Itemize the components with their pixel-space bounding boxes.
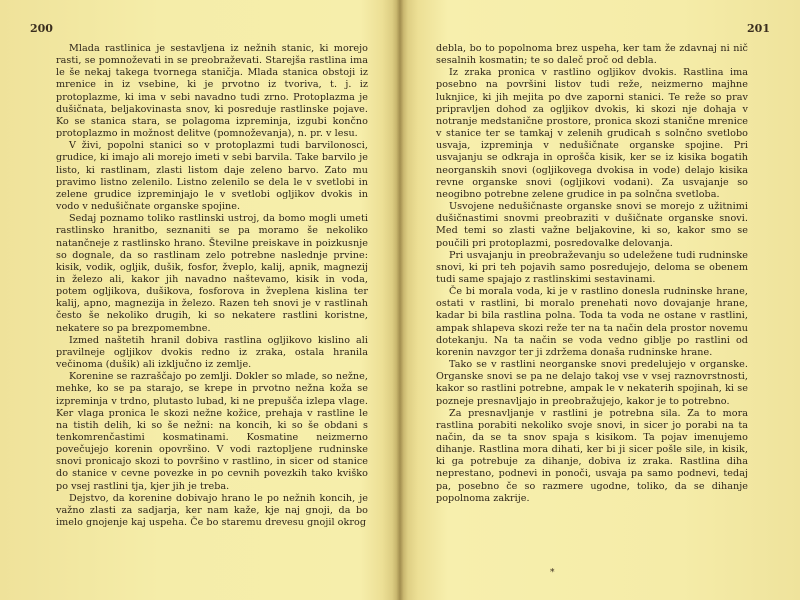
paragraph: debla, bo to popolnoma brez uspeha, ker tam že zdavnaj ni nič sesalnih kosmatin; te so daleč proč od debla. [436,43,748,67]
page-number-left: 200 [30,22,53,35]
paragraph: Tako se v rastlini neorganske snovi predelujejo v organske. Organske snovi se pa ne delajo takoj vse v vsej raznovrstnosti, kakor so rastlini potrebne, ampak le v nekaterih spojinah, ki se pozneje presnavljajo in preobražujejo, kakor je to potrebno. [436,359,748,407]
page-number-right: 201 [747,22,770,35]
paragraph: Usvojene nedušičnaste organske snovi se morejo z užitnimi dušičnastimi snovmi preobraziti v dušičnate organske snovi. Med temi so zlasti važne beljakovine, ki so, kakor smo se poučili pri protoplazmi, posredovalke delovanja. [436,201,748,249]
paragraph: Če bi morala voda, ki je v rastlino donesla rudninske hrane, ostati v rastlini, bi moralo prenehati novo dovajanje hrane, kadar bi bila rastlina polna. Toda ta voda ne ostane v rastlini, ampak shlapeva skozi reže ter na ta način dela prostor novemu dotekanju. Na ta način se voda vedno giblje po rastlini od korenin navzgor ter ji zdržema donaša rudninske hrane. [436,286,748,358]
left-page-text [56,43,368,529]
paragraph: Pri usvajanju in preobraževanju so udeležene tudi rudninske snovi, ki pri teh pojavih samo posredujejo, deloma se obenem tudi same spajajo z rastlinskimi sestavinami. [436,249,748,285]
paragraph: Iz zraka pronica v rastlino ogljikov dvokis. Rastlina ima posebno na površini listov tudi reže, neizmerno majhne luknjice, ki jih mejita po dve zaporni stanici. Te reže so prav pripravljen dohod za ogljikov dvokis, ki skozi nje dohaja v notranje medstanične prostore, pronica skozi stanične mrenice v stanice ter se tamkaj v zelenih grudicah s solnčno svetlobo usvaja, izpreminja v nedušičnate organske spojine. Pri usvajanju se odkraja in oprošča kisik, ker se iz kisika bogatih neorganskih snovi (ogljikovega dvokisa in vode) delajo kisika revne organske snovi (ogljikovi vodani). Za usvajanje so neogibno potrebne zelene grudice in pa solnčna svetloba. [436,67,748,200]
right-page [400,0,800,600]
paragraph: Za presnavljanje v rastlini je potrebna sila. Za to mora rastlina porabiti nekoliko svoje snovi, in sicer jo porabi na ta način, da se ta snov spaja s kisikom. Ta pojav imenujemo dihanje. Rastlina mora dihati, ker bi ji sicer pošle sile, in kisik, ki ga potrebuje za dihanje, dobiva iz zraka. Rastlina diha neprestano, podnevi in ponoči, usvaja pa samo podnevi, tedaj pa, posebno če so razmere ugodne, toliko, da se dihanje popolnoma zakrije. [436,407,748,504]
paragraph: Korenine se razraščajo po zemlji. Dokler so mlade, so nežne, mehke, ko se pa starajo, se krepe in prvotno nežna koža se izpreminja v trdno, plutasto lubad, ki ne prepušča izlepa vlage. Ker vlaga pronica le skozi nežne kožice, prehaja v rastline le na tistih delih, ki so še nežni: na koncih, ki so še obdani s tenkomrenčastimi kosmatinami. Kosmatine neizmerno povečujejo korenin opovršino. V vodi raztopljene rudninske snovi pronicajo skozi to površino v rastlino, in sicer od stanice do stanice v cevne povezke in po cevnih povezkih tako kviško po vsej rastlini tja, kjer jih je treba. [56,371,368,492]
right-page-text [436,43,748,505]
paragraph: Mlada rastlinica je sestavljena iz nežnih stanic, ki morejo rasti, se pomnoževati in se preobraževati. Starejša rastlina ima le še nekaj takega tvornega staničja. Mlada stanica obstoji iz mrenice in iz vsebine, ki je prvotno iz tvoriva, t. j. iz protoplazme, ki ima v sebi navadno tudi zrno. Protoplazma je dušičnata, beljakovinasta snov, ki posreduje rastlinske pojave. Ko se stanica stara, se polagoma izpreminja, izgubi končno protoplazmo in možnost delitve (pomnoževanja), n. pr. v lesu. [56,43,368,140]
paragraph: Dejstvo, da korenine dobivajo hrano le po nežnih koncih, je važno zlasti za sadjarja, ker nam kaže, kje naj gnoji, da bo imelo gnojenje kaj uspeha. Če bo staremu drevesu gnojil okrog [56,492,368,529]
paragraph: Sedaj poznamo toliko rastlinski ustroj, da bomo mogli umeti rastlinsko hranitbo, seznaniti se pa moramo še nekoliko natančneje z rastlinsko hrano. Številne preiskave in poizkusnje so dognale, da so rastlinam zelo potrebne naslednje prvine: kisik, vodik, ogljik, dušik, fosfor, žveplo, kalij, apnik, magnezij in železo ali, kakor jih navadno naštevamo, kisik in voda, potem ogljikova, dušikova, fosforova in žveplena kislina ter kalij, apno, magnezija in železo. Razen teh snovi je v rastlinah često še nekoliko drugih, ki so nekatere rastlini koristne, nekatere so pa brezpomembne. [56,213,368,334]
paragraph: V živi, popolni stanici so v protoplazmi tudi barvilonosci, grudice, ki imajo ali morejo imeti v sebi barvila. Take barvilo je listo, ki rastlinam, zlasti listom daje zeleno barvo. Zato mu pravimo listno zelenilo. Listno zelenilo se dela le v svetlobi in zelene grudice izpreminjajo le v svetlobi ogljikov dvokis in vodo v nedušičnate organske spojine. [56,140,368,213]
paragraph: Izmed naštetih hranil dobiva rastlina ogljikovo kislino ali pravilneje ogljikov dvokis redno iz zraka, ostala hranila večinoma (dušik) ali izključno iz zemlje. [56,334,368,371]
footer-mark: * [550,568,555,578]
